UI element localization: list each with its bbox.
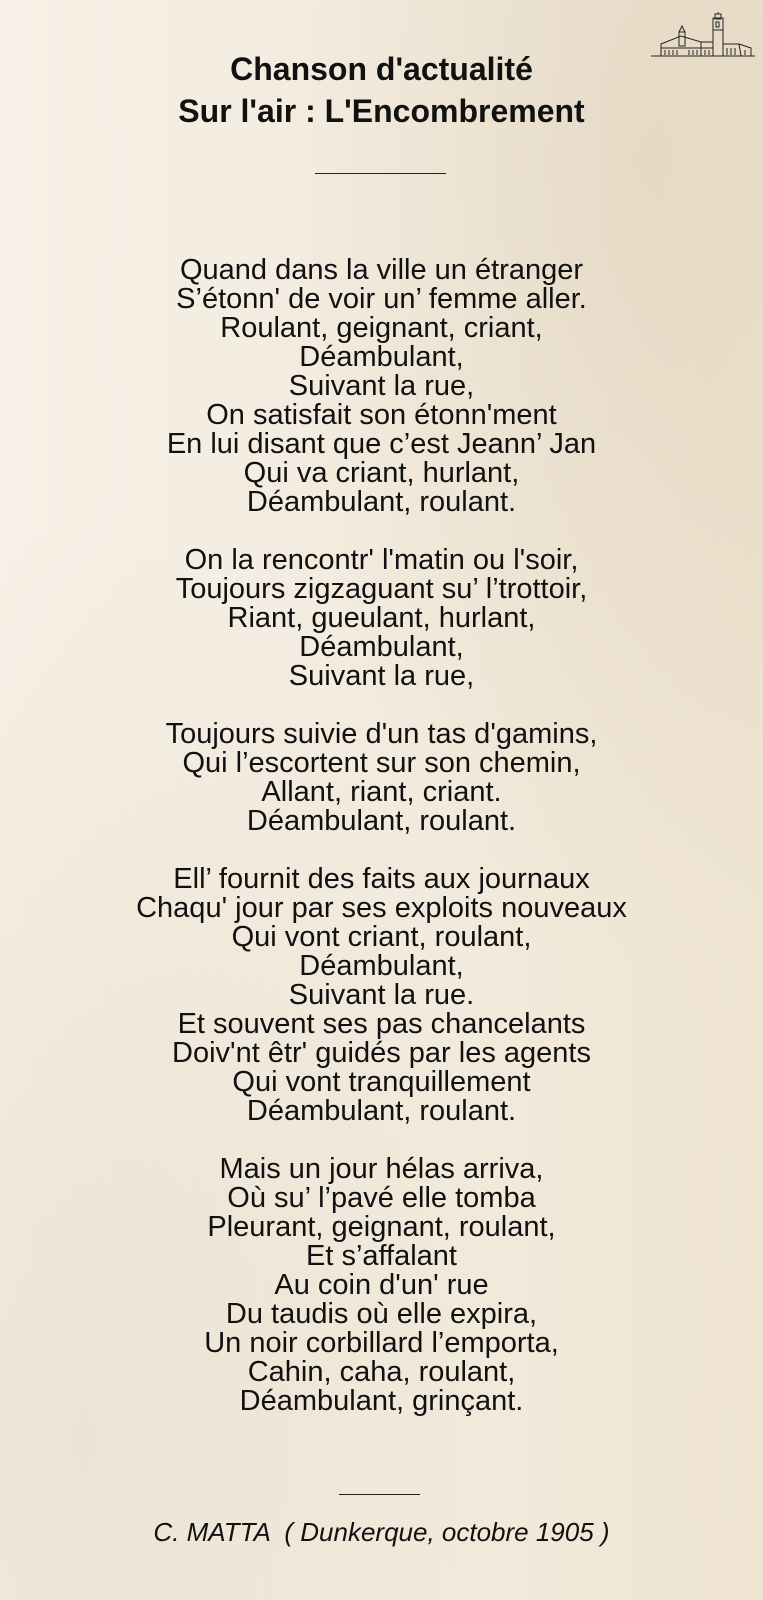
verse-line: Suivant la rue, <box>288 660 475 692</box>
verse-line: Cahin, caha, roulant, <box>247 1356 516 1388</box>
verse-line: En lui disant que c’est Jeann’ Jan <box>166 428 597 460</box>
verse-line: Allant, riant, criant. <box>261 776 502 808</box>
verse-line: Déambulant, roulant. <box>246 486 517 518</box>
verse-line: Où su’ l’pavé elle tomba <box>227 1182 536 1214</box>
song-title-line-1: Chanson d'actualité <box>230 51 533 87</box>
poem-body <box>0 256 763 1445</box>
verse-line: Déambulant, roulant. <box>246 1095 517 1127</box>
song-title-line-2: Sur l'air : L'Encombrement <box>178 93 585 129</box>
verse-line: Chaqu' jour par ses exploits nouveaux <box>136 892 627 924</box>
verse-line: Toujours suivie d'un tas d'gamins, <box>165 718 598 750</box>
verse-line: Suivant la rue. <box>288 979 475 1011</box>
verse-line: Déambulant, roulant. <box>246 805 517 837</box>
stanza-3 <box>0 720 763 836</box>
verse-line: Quand dans la ville un étranger <box>179 254 584 286</box>
verse-line: Qui va criant, hurlant, <box>243 457 520 489</box>
verse-line: Ell’ fournit des faits aux journaux <box>173 863 590 895</box>
verse-line: Et souvent ses pas chancelants <box>177 1008 586 1040</box>
verse-line: Déambulant, <box>299 631 464 663</box>
verse-line: Toujours zigzaguant su’ l’trottoir, <box>175 573 588 605</box>
verse-line: Suivant la rue, <box>288 370 475 402</box>
verse-line: Roulant, geignant, criant, <box>220 312 543 344</box>
verse-line: On la rencontr' l'matin ou l'soir, <box>184 544 579 576</box>
verse-line: Mais un jour hélas arriva, <box>219 1153 544 1185</box>
verse-line: Doiv'nt êtr' guidés par les agents <box>172 1037 591 1069</box>
verse-line: Déambulant, <box>299 950 464 982</box>
song-title <box>0 48 763 132</box>
verse-line: Riant, gueulant, hurlant, <box>227 602 536 634</box>
verse-line: Déambulant, <box>299 341 464 373</box>
verse-line: Un noir corbillard l’emporta, <box>204 1327 559 1359</box>
verse-line: Au coin d'un' rue <box>274 1269 489 1301</box>
verse-line: Pleurant, geignant, roulant, <box>207 1211 556 1243</box>
verse-line: Qui l’escortent sur son chemin, <box>182 747 581 779</box>
verse-line: Du taudis où elle expira, <box>225 1298 538 1330</box>
stanza-4 <box>0 865 763 1126</box>
verse-line: On satisfait son étonn'ment <box>206 399 557 431</box>
verse-line: Et s’affalant <box>305 1240 457 1272</box>
stanza-1 <box>0 256 763 517</box>
verse-line: Déambulant, grinçant. <box>239 1385 524 1417</box>
stanza-2 <box>0 546 763 691</box>
stanza-5 <box>0 1155 763 1416</box>
verse-line: Qui vont tranquillement <box>232 1066 531 1098</box>
title-divider <box>315 173 446 174</box>
signature-divider <box>339 1494 420 1495</box>
verse-line: Qui vont criant, roulant, <box>231 921 532 953</box>
author-signature: C. MATTA ( Dunkerque, octobre 1905 ) <box>153 1517 610 1547</box>
verse-line: S’étonn' de voir un’ femme aller. <box>176 283 587 315</box>
